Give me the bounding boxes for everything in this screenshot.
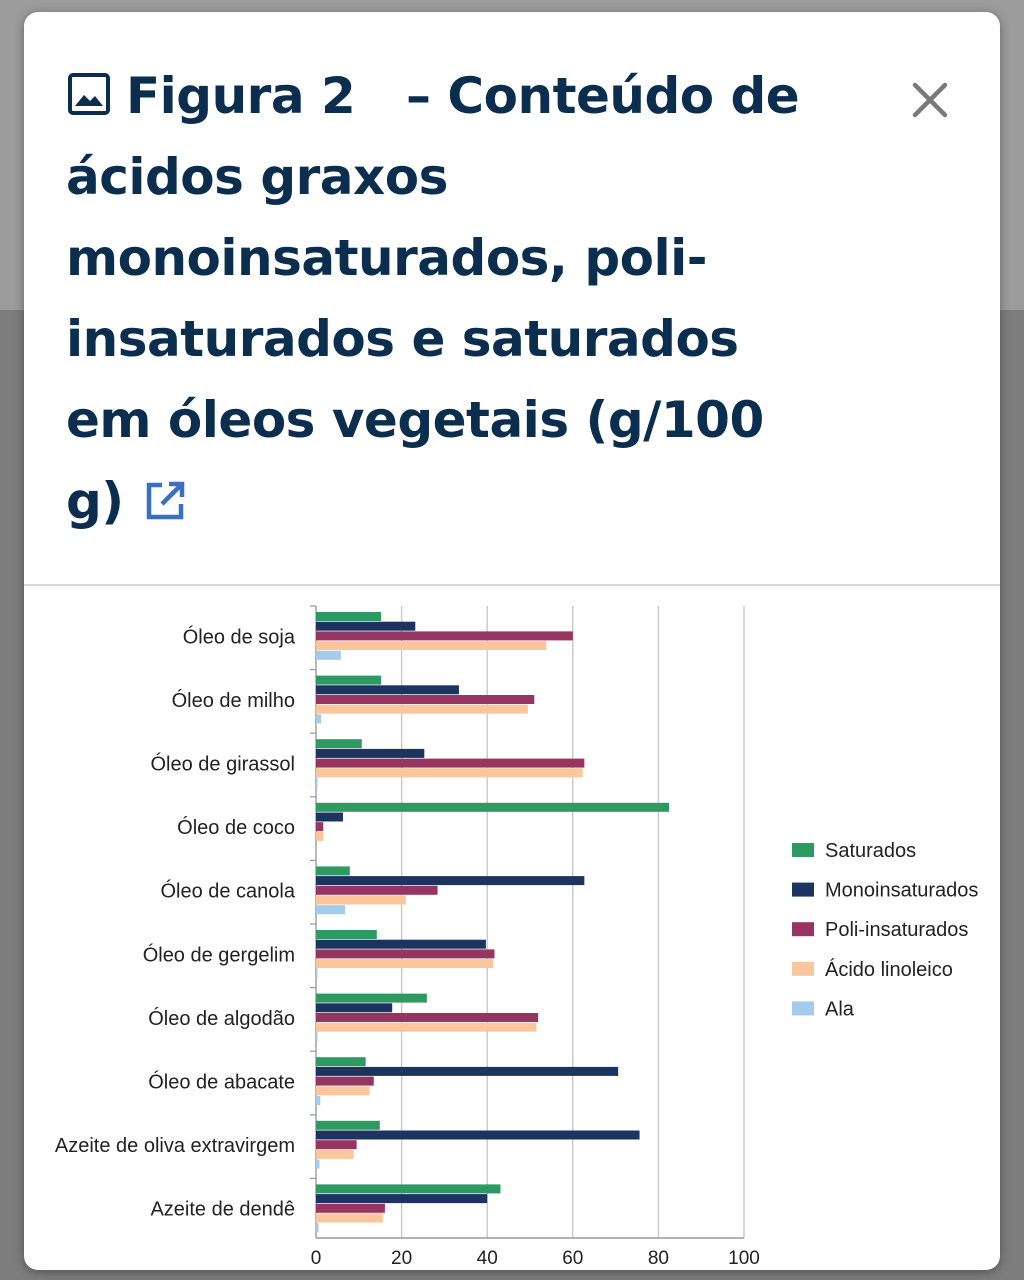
bar-7-0: [316, 1057, 366, 1066]
bar-5-2: [316, 949, 494, 958]
x-tick-label-80: 80: [647, 1248, 669, 1269]
x-tick-label-100: 100: [728, 1248, 760, 1269]
category-label-8: Azeite de oliva extravirgem: [54, 1135, 295, 1158]
bar-1-2: [316, 695, 534, 704]
category-label-4: Óleo de canola: [160, 880, 295, 903]
category-label-2: Óleo de girassol: [150, 753, 295, 776]
legend-swatch-4: [792, 1001, 814, 1015]
category-label-3: Óleo de coco: [177, 817, 295, 840]
legend-label-3: Ácido linoleico: [825, 958, 953, 981]
bar-6-2: [316, 1013, 538, 1022]
bar-1-3: [316, 705, 528, 714]
chart-area: [24, 586, 1000, 1270]
legend-label-2: Poli-insaturados: [825, 919, 969, 942]
dialog-header: [24, 12, 1000, 584]
bar-5-0: [316, 930, 377, 939]
bar-7-1: [316, 1067, 618, 1076]
legend-swatch-2: [792, 922, 814, 936]
bar-5-4: [316, 969, 318, 978]
bar-0-1: [316, 622, 415, 631]
bar-8-2: [316, 1140, 357, 1149]
figure-dialog: [24, 12, 1000, 1270]
image-icon: [66, 60, 112, 106]
figure-title: [66, 56, 826, 542]
bar-8-1: [316, 1131, 640, 1140]
bar-2-3: [316, 768, 583, 777]
bar-0-2: [316, 631, 573, 640]
figure-label: Figura 2: [126, 67, 356, 125]
bar-4-0: [316, 866, 350, 875]
bar-7-2: [316, 1077, 374, 1086]
bar-1-1: [316, 685, 459, 694]
bar-8-4: [316, 1160, 319, 1169]
bar-6-3: [316, 1023, 536, 1032]
bar-4-2: [316, 886, 438, 895]
bar-6-4: [316, 1032, 318, 1041]
close-button[interactable]: [902, 72, 958, 128]
bar-7-4: [316, 1096, 320, 1105]
x-tick-label-0: 0: [310, 1248, 322, 1269]
figure-title-text: – Conteúdo de ácidos graxos monoinsaturados, poli-insaturados e saturados em óleos vegetais (g/100 g): [66, 67, 800, 530]
close-icon: [911, 81, 949, 119]
x-tick-label-60: 60: [562, 1248, 584, 1269]
bar-1-4: [316, 714, 321, 723]
bar-9-2: [316, 1204, 385, 1213]
bar-4-3: [316, 896, 406, 905]
bar-0-0: [316, 612, 381, 621]
bar-3-0: [316, 803, 669, 812]
legend-swatch-3: [792, 962, 814, 976]
bar-4-1: [316, 876, 584, 885]
category-label-1: Óleo de milho: [171, 689, 295, 712]
bar-2-0: [316, 739, 362, 748]
bar-7-3: [316, 1086, 370, 1095]
bar-4-4: [316, 905, 345, 914]
bar-3-2: [316, 822, 323, 831]
bar-1-0: [316, 676, 381, 685]
external-link-icon[interactable]: [142, 467, 188, 513]
bar-0-4: [316, 651, 341, 660]
category-label-0: Óleo de soja: [182, 626, 295, 649]
category-label-7: Óleo de abacate: [148, 1071, 295, 1094]
x-tick-label-40: 40: [476, 1248, 498, 1269]
category-label-5: Óleo de gergelim: [142, 944, 295, 967]
bar-9-3: [316, 1214, 383, 1223]
legend-label-4: Ala: [825, 998, 854, 1021]
bar-9-4: [316, 1223, 319, 1232]
bar-9-0: [316, 1184, 500, 1193]
bar-9-1: [316, 1194, 487, 1203]
bar-2-2: [316, 759, 584, 768]
category-label-9: Azeite de dendê: [150, 1198, 295, 1221]
bar-8-3: [316, 1150, 354, 1159]
bar-8-0: [316, 1121, 380, 1130]
bar-3-1: [316, 813, 343, 822]
bar-6-0: [316, 994, 427, 1003]
legend-label-1: Monoinsaturados: [825, 879, 979, 902]
category-label-6: Óleo de algodão: [148, 1007, 295, 1030]
fatty-acid-chart: [24, 586, 1000, 1270]
legend-swatch-1: [792, 883, 814, 897]
x-tick-label-20: 20: [391, 1248, 413, 1269]
bar-0-3: [316, 641, 546, 650]
bar-5-1: [316, 940, 486, 949]
bar-6-1: [316, 1003, 392, 1012]
legend-swatch-0: [792, 843, 814, 857]
legend-label-0: Saturados: [825, 840, 917, 862]
bar-2-4: [316, 778, 318, 787]
bar-5-3: [316, 959, 493, 968]
bar-3-3: [316, 832, 323, 841]
bar-2-1: [316, 749, 424, 758]
